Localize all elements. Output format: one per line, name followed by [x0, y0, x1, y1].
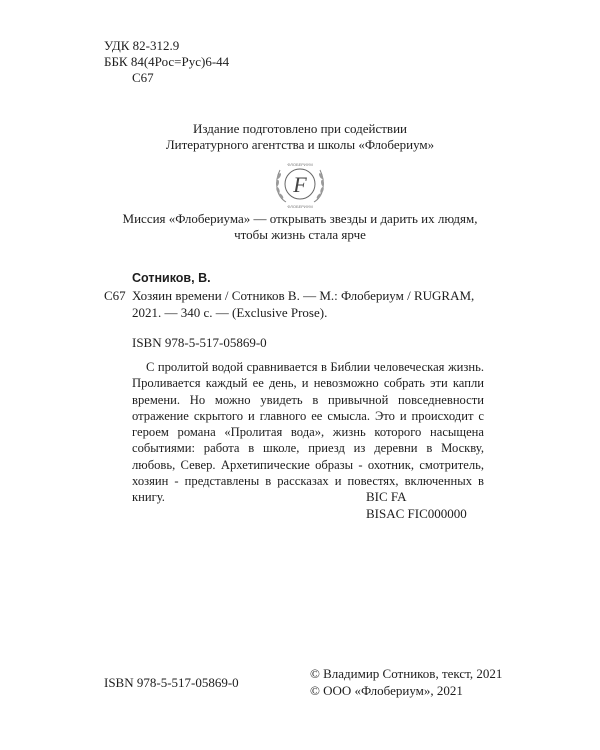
support-note [0, 121, 600, 153]
mission-line-1: Миссия «Флобериума» — открывать звезды и дарить их людям, [122, 211, 478, 226]
publisher-logo [264, 158, 336, 210]
classification-block [104, 38, 229, 86]
floberium-laurel-icon [264, 158, 336, 210]
footer-isbn: ISBN 978-5-517-05869-0 [104, 675, 239, 690]
support-line-2: Литературного агентства и школы «Флобериум» [165, 137, 435, 152]
support-line-1: Издание подготовлено при содействии [193, 121, 407, 136]
udk-code: УДК 82-312.9 [104, 38, 180, 53]
mission-statement [0, 211, 600, 243]
bbk-code: ББК 84(4Рос=Рус)6-44 [104, 54, 230, 69]
record-code: С67 [104, 288, 126, 303]
copyright-author: © Владимир Сотников, текст, 2021 [310, 666, 503, 681]
annotation-text: С пролитой водой сравнивается в Библии человеческая жизнь. Проливается каждый ее день, и невозможно собрать эти капли времени. Но можно увидеть в привычной повседневности отражение скрытого и главного ее смысла. Это и происходит с героем романа «Пролитая вода», жизнь которого насыщена событиями: работа в школе, приезд из деревни в Москву, любовь, Север. Архетипические образы - охотник, смотритель, хозяин - представлены в рассказах и повестях, включенных в книгу. [132, 360, 484, 505]
logo-bottom-text: ФЛОБЕРИУМ [287, 204, 313, 209]
bic-code: BIC FA [366, 489, 407, 504]
subject-codes [366, 488, 467, 522]
author-name: Сотников, В. [132, 271, 211, 285]
logo-letter: F [293, 172, 307, 197]
record-isbn: ISBN 978-5-517-05869-0 [132, 335, 267, 350]
record-line-2: 2021. — 340 с. — (Exclusive Prose). [132, 305, 328, 320]
copyright-block [310, 665, 502, 699]
logo-top-text: ФЛОБЕРИУМ [287, 162, 313, 167]
bisac-code: BISAC FIC000000 [366, 506, 467, 521]
bibliographic-record [104, 269, 504, 351]
author-sign: С67 [132, 70, 154, 85]
copyright-publisher: © ООО «Флобериум», 2021 [310, 683, 463, 698]
record-line-1: Хозяин времени / Сотников В. — М.: Флобериум / RUGRAM, [132, 288, 475, 303]
mission-line-2: чтобы жизнь стала ярче [234, 227, 366, 242]
